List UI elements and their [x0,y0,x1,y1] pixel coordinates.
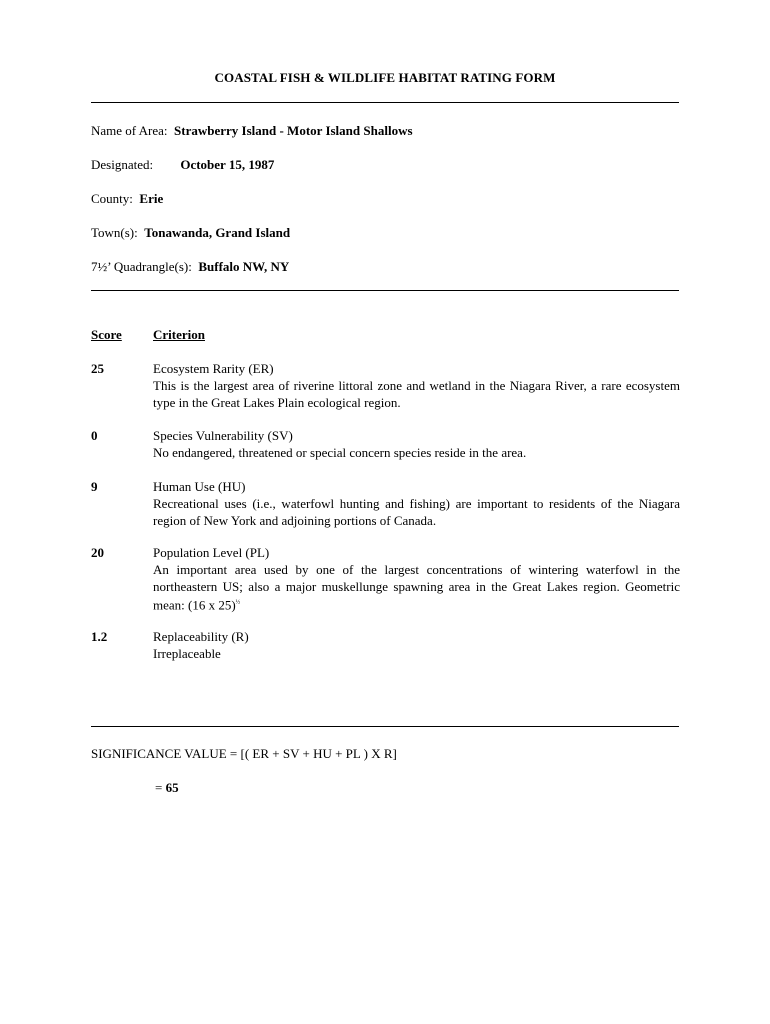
form-title: COASTAL FISH & WILDLIFE HABITAT RATING FORM [214,70,556,85]
criterion-er [153,360,680,411]
score-pl: 20 [91,545,104,560]
criterion-sv [153,427,680,461]
criterion-description: This is the largest area of riverine littoral zone and wetland in the Niagara River, a rare ecosystem type in the Great Lakes Plain ecological region. [153,378,680,410]
county-label: County: [91,191,133,206]
criterion-name: Ecosystem Rarity (ER) [153,361,274,376]
towns-label: Town(s): [91,225,138,240]
criterion-name: Replaceability (R) [153,629,249,644]
score-header: Score [91,327,122,342]
score-sv: 0 [91,428,98,443]
equals-sign: = [155,780,166,795]
footer-divider [91,726,679,727]
score-r: 1.2 [91,629,108,644]
criterion-description: Recreational uses (i.e., waterfowl hunting and fishing) are important to residents of the Niagara region of New York and adjoining portions of Canada. [153,496,680,528]
significance-result [155,780,179,796]
designated-field [91,157,274,173]
significance-value: 65 [165,780,179,795]
half-superscript: ½ [235,600,241,606]
quadrangle-value: Buffalo NW, NY [198,259,290,274]
quadrangle-label: 7½’ Quadrangle(s): [91,259,192,274]
criterion-name: Species Vulnerability (SV) [153,428,293,443]
significance-formula: SIGNIFICANCE VALUE = [( ER + SV + HU + PL ) X R] [91,746,397,761]
criterion-header: Criterion [153,327,205,342]
quadrangle-field [91,259,289,275]
criterion-pl [153,544,680,613]
area-value: Strawberry Island - Motor Island Shallows [174,123,413,138]
criterion-hu [153,478,680,529]
county-field [91,191,163,207]
score-hu: 9 [91,479,98,494]
criterion-name: Human Use (HU) [153,479,246,494]
header-divider [91,290,679,291]
criterion-description: Irreplaceable [153,646,221,661]
county-value: Erie [139,191,164,206]
criterion-description-text: An important area used by one of the largest concentrations of wintering waterfowl in the northeastern US; also a major muskellunge spawning area in the Great Lakes region. Geometric mean: (16 x 25) [153,562,680,613]
area-field [91,123,413,139]
criterion-name: Population Level (PL) [153,545,270,560]
designated-value: October 15, 1987 [180,157,275,172]
area-label: Name of Area: [91,123,168,138]
designated-label: Designated: [91,157,154,172]
towns-value: Tonawanda, Grand Island [144,225,291,240]
criterion-r [153,628,680,662]
criterion-description: No endangered, threatened or special concern species reside in the area. [153,445,527,460]
score-er: 25 [91,361,104,376]
towns-field [91,225,290,241]
criterion-description [153,561,680,613]
top-divider [91,102,679,103]
